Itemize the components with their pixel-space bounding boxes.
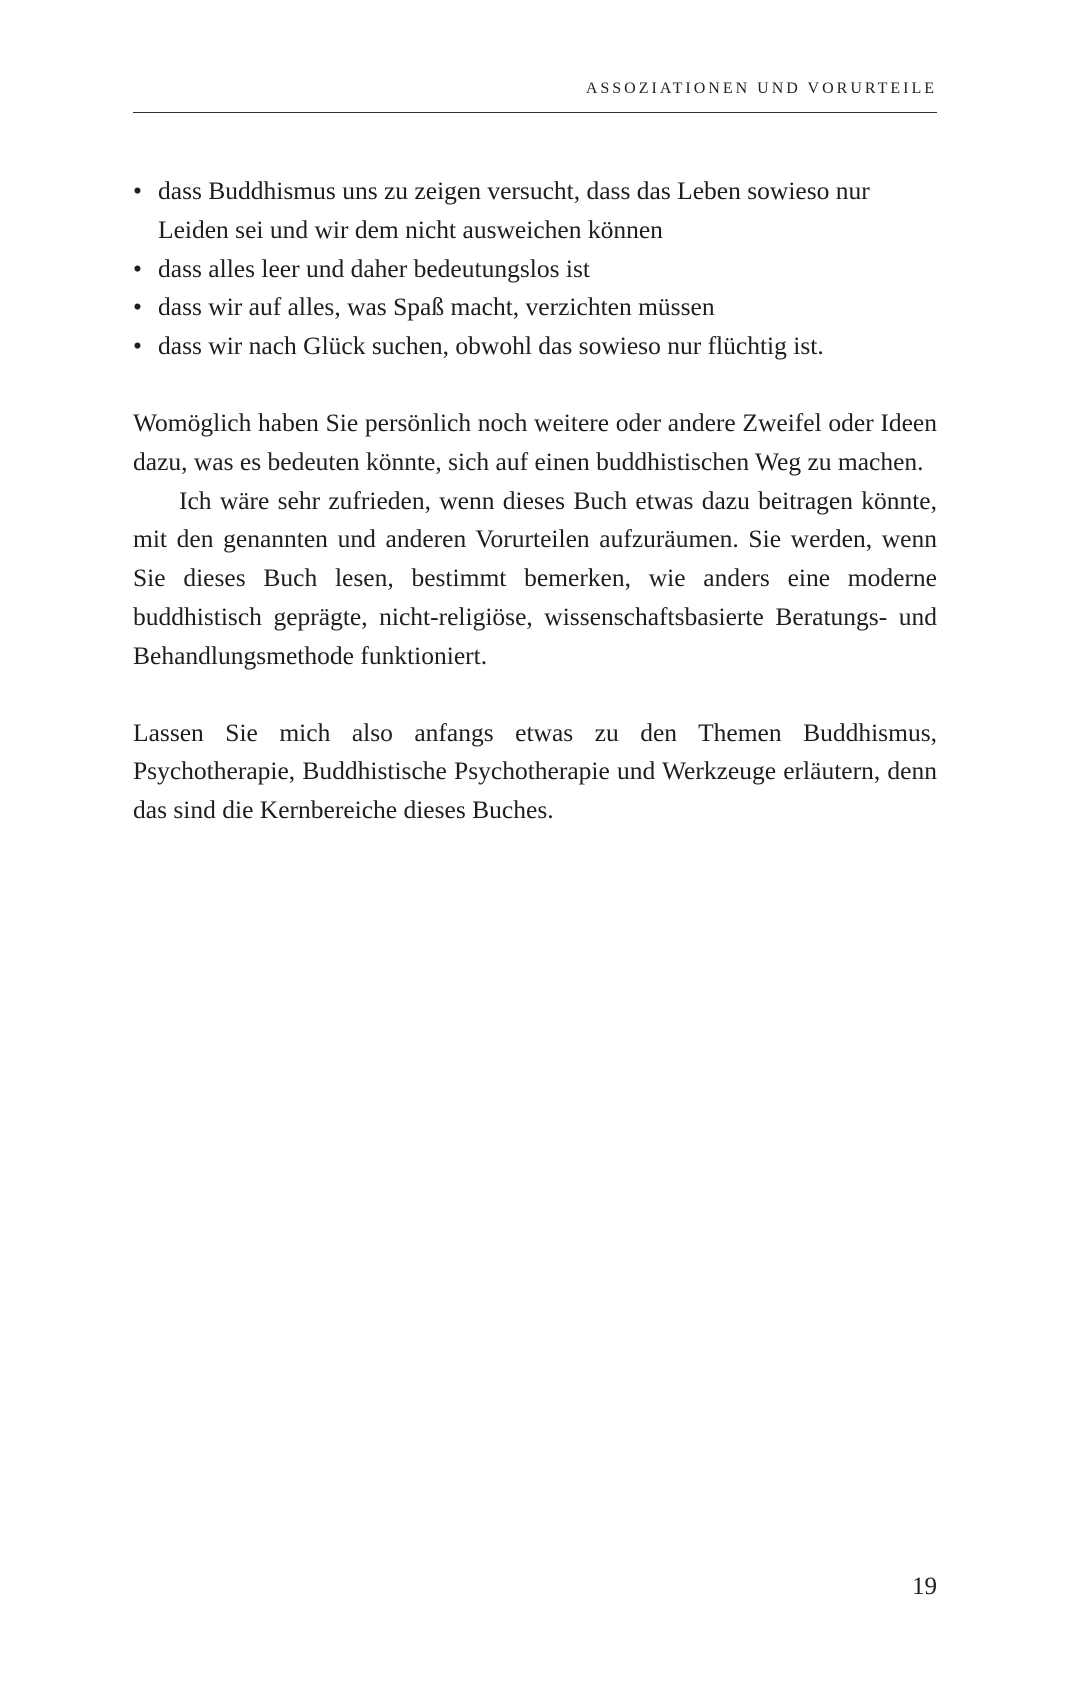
list-item-text: dass wir nach Glück suchen, obwohl das sowieso nur flüchtig ist.: [158, 331, 824, 361]
list-item-text: dass wir auf alles, was Spaß macht, verzichten müssen: [158, 292, 715, 322]
list-item: [133, 327, 937, 366]
bullet-icon: •: [133, 292, 142, 322]
list-item-text: dass Buddhismus uns zu zeigen versucht, dass das Leben sowieso nur Leiden sei und wir dem nicht ausweichen können: [158, 176, 870, 244]
list-item-text: dass alles leer und daher bedeutungslos ist: [158, 253, 590, 283]
page-number: 19: [912, 1573, 937, 1600]
bullet-icon: •: [133, 176, 142, 205]
paragraph-3: Lassen Sie mich also anfangs etwas zu den Themen Buddhismus, Psychotherapie, Buddhistische Psychotherapie und Werkzeuge erläutern, denn das sind die Kernbereiche dieses Buches.: [133, 717, 937, 825]
list-item: [133, 172, 937, 250]
paragraph-2: Ich wäre sehr zufrieden, wenn dieses Buch etwas dazu beitragen könnte, mit den genannten und anderen Vorurteilen aufzuräumen. Sie werden, wenn Sie dieses Buch lesen, bestimmt bemerken, wie anders eine moderne buddhistisch geprägte, nicht-religiöse, wissenschaftsbasierte Beratungs- und Behandlungsmethode funktioniert.: [133, 485, 937, 670]
list-item: [133, 288, 937, 327]
paragraph-gap: [133, 366, 937, 404]
list-item: [133, 250, 937, 289]
header-rule: [133, 112, 937, 113]
bullet-list: [133, 172, 937, 366]
bullet-icon: •: [133, 253, 142, 283]
body-text: [133, 172, 937, 830]
paragraph-gap: [133, 676, 937, 714]
paragraph-1: Womöglich haben Sie persönlich noch weitere oder andere Zweifel oder Ideen dazu, was es bedeuten könnte, sich auf einen buddhistischen Weg zu machen.: [133, 407, 937, 476]
bullet-icon: •: [133, 331, 142, 361]
running-head: ASSOZIATIONEN UND VORURTEILE: [585, 80, 937, 97]
